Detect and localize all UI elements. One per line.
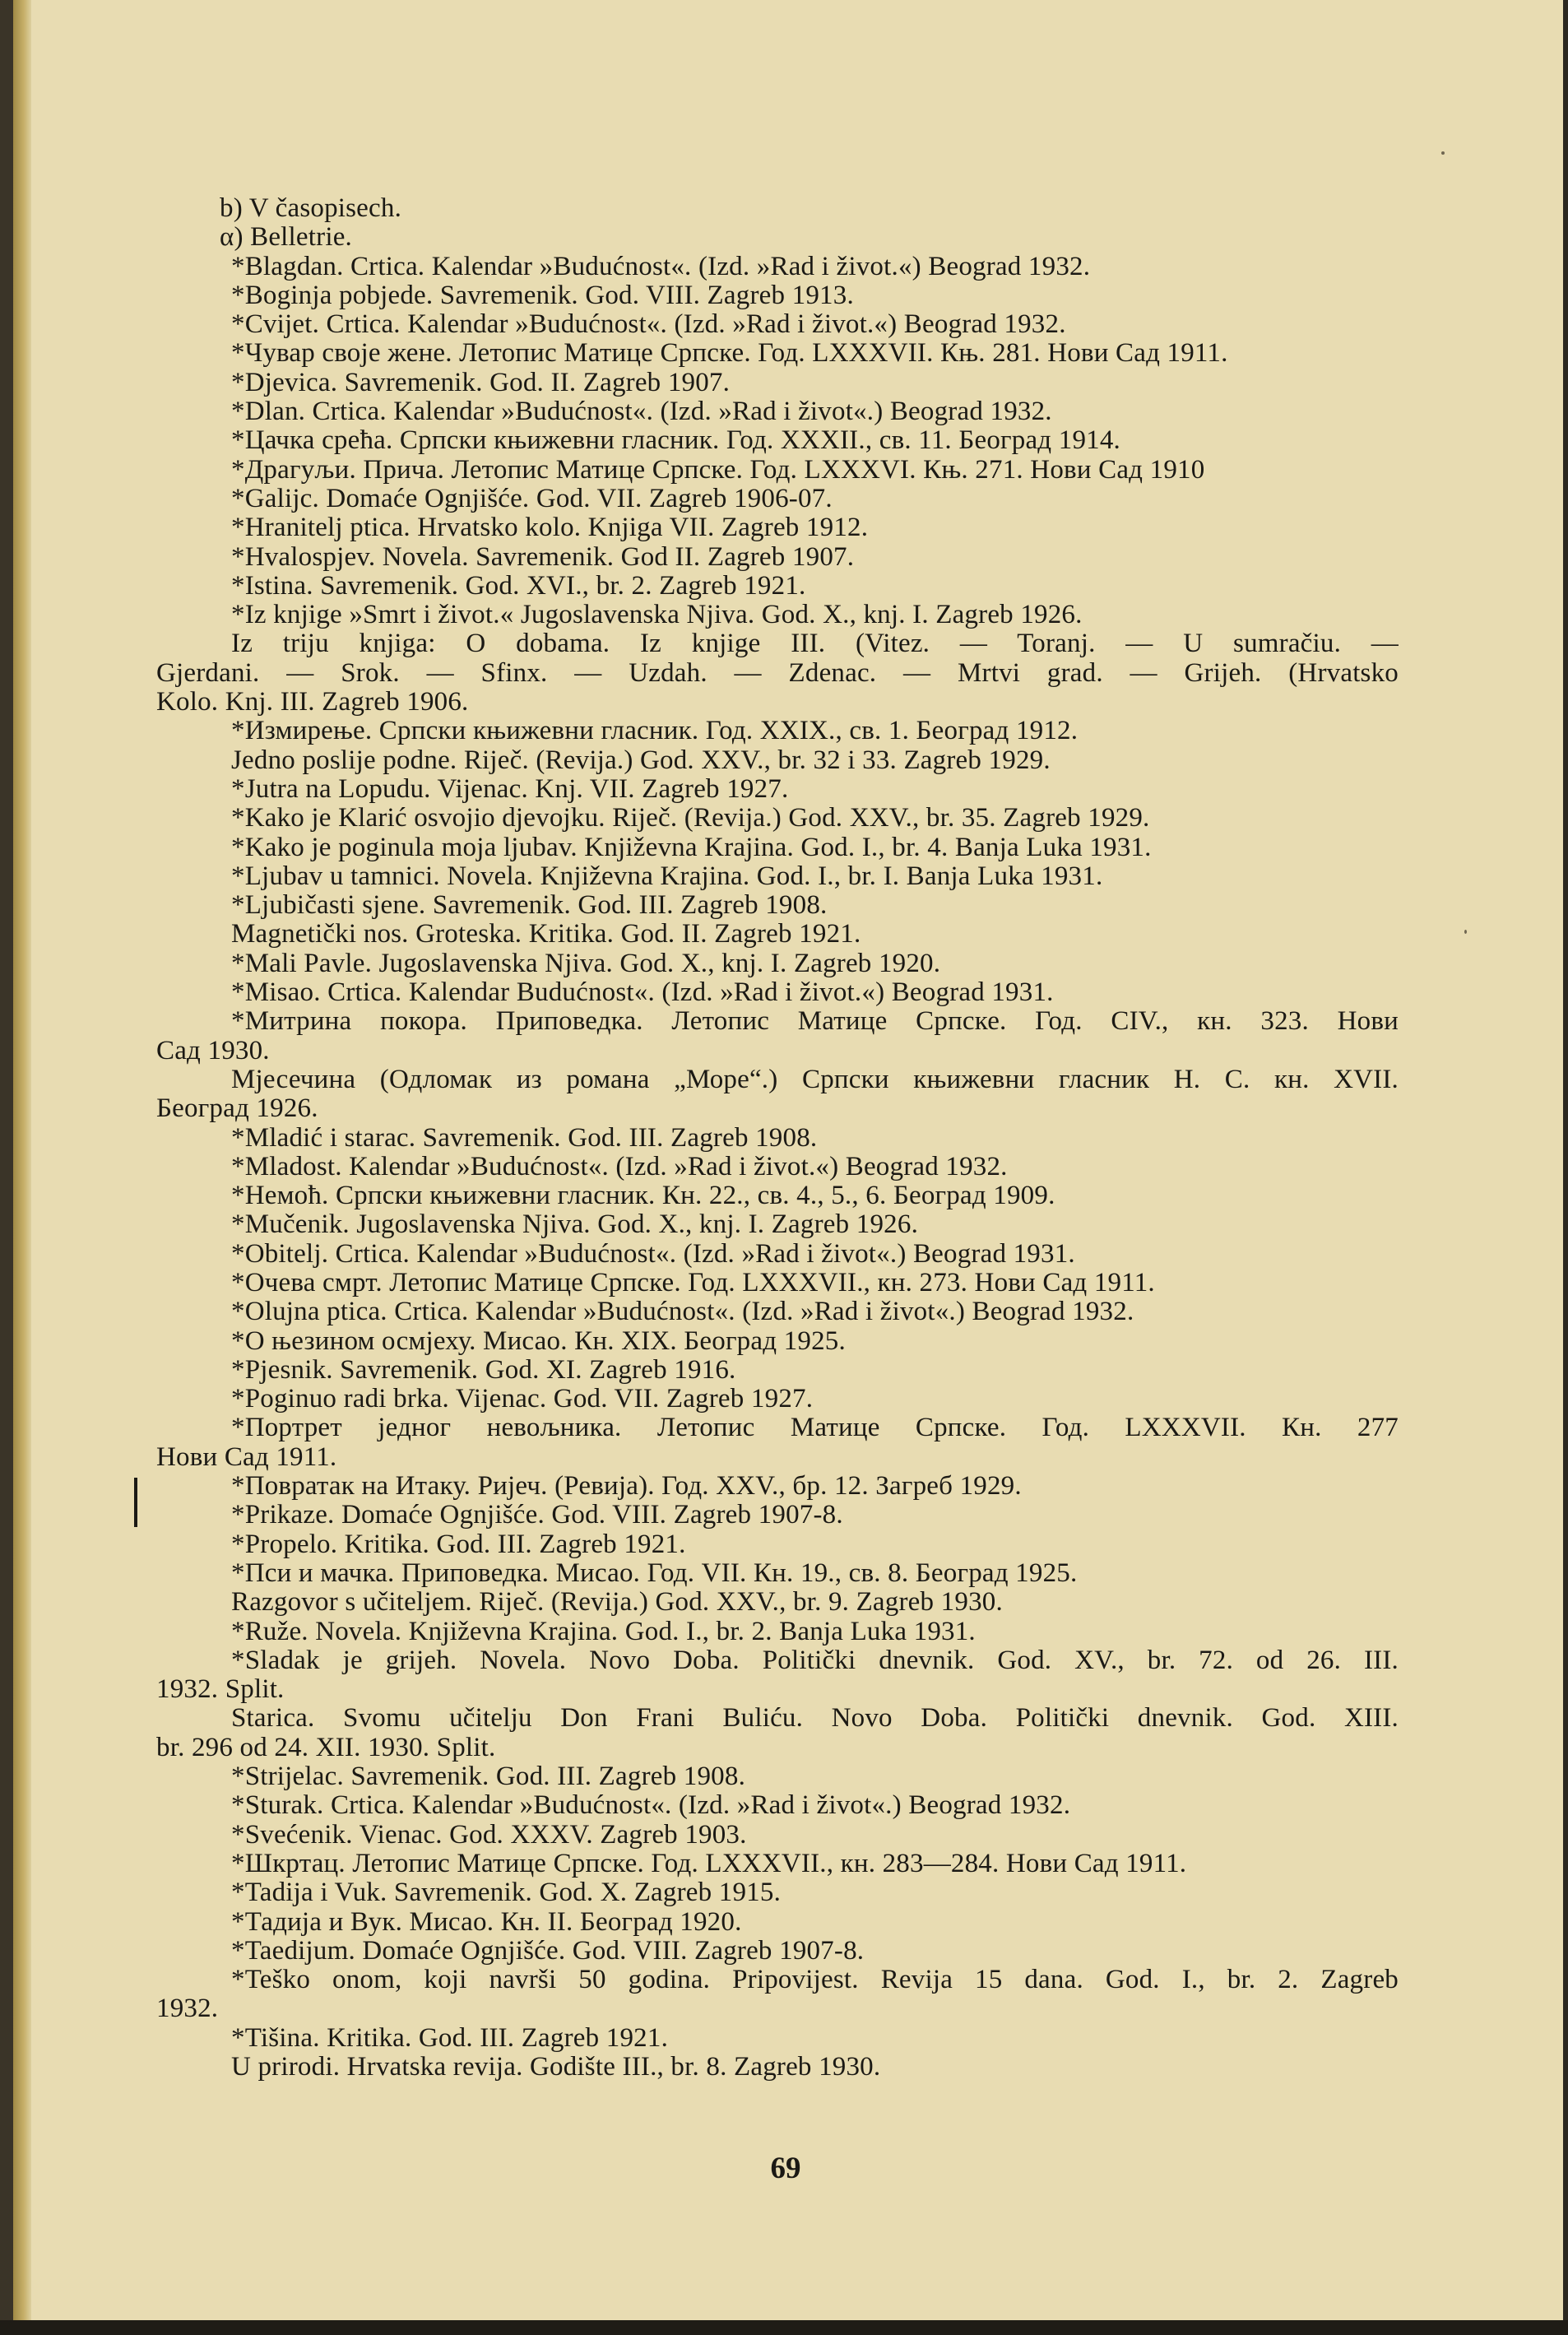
entry-line: Мјесечина (Одломак из романа „Море“.) Српски књижевни гласник Н. С. кн. XVII. [231, 1065, 1399, 1094]
entry-line: *Sturak. Crtica. Kalendar »Budućnost«. (Izd. »Rad i život«.) Beograd 1932. [231, 1791, 1071, 1821]
entry-line: *Boginja pobjede. Savremenik. God. VIII. Zagreb 1913. [231, 281, 854, 310]
entry-line: *Немоћ. Српски књижевни гласник. Кн. 22., св. 4., 5., 6. Београд 1909. [231, 1181, 1055, 1211]
entry-line: *Чувар своје жене. Летопис Матице Српске. Год. LXXXVII. Књ. 281. Нови Сад 1911. [231, 339, 1228, 369]
entry-line: Jedno poslije podne. Riječ. (Revija.) God. XXV., br. 32 i 33. Zagreb 1929. [231, 745, 1051, 775]
entry-line: *Teško onom, koji navrši 50 godina. Pripovijest. Revija 15 dana. God. I., br. 2. Zagreb [231, 1966, 1399, 1995]
entry-line: *Драгуљи. Прича. Летопис Матице Српске. Год. LXXXVI. Књ. 271. Нови Сад 1910 [231, 455, 1205, 485]
entry-line: *Mali Pavle. Jugoslavenska Njiva. God. X., knj. I. Zagreb 1920. [231, 949, 941, 978]
entry-line: *Ruže. Novela. Književna Krajina. God. I., br. 2. Banja Luka 1931. [231, 1617, 976, 1646]
entry-line: *Hvalospjev. Novela. Savremenik. God II. Zagreb 1907. [231, 542, 855, 572]
entry-line: *Tišina. Kritika. God. III. Zagreb 1921. [231, 2023, 669, 2053]
entry-line: *Taedijum. Domaće Ognjišće. God. VIII. Zagreb 1907-8. [231, 1936, 865, 1966]
entry-line: Magnetički nos. Groteska. Kritika. God. II. Zagreb 1921. [231, 920, 861, 949]
entry-line: *Портрет једног невољника. Летопис Матице Српске. Год. LXXXVII. Кн. 277 [231, 1414, 1399, 1443]
entry-line: *Cvijet. Crtica. Kalendar »Budućnost«. (Izd. »Rad i život.«) Beograd 1932. [231, 310, 1066, 340]
entry-continuation: Kolo. Knj. III. Zagreb 1906. [156, 688, 469, 717]
entry-continuation: br. 296 od 24. XII. 1930. Split. [156, 1733, 496, 1762]
entry-line: *Тадија и Вук. Мисао. Кн. II. Београд 1920. [231, 1907, 742, 1937]
entry-line: *Jutra na Lopudu. Vijenac. Knj. VII. Zagreb 1927. [231, 774, 789, 804]
subsection-heading: α) Belletrie. [220, 223, 352, 253]
entry-line: *Цачка срећа. Српски књижевни гласник. Год. XXXII., св. 11. Београд 1914. [231, 426, 1120, 456]
entry-continuation: Gjerdani. — Srok. — Sfinx. — Uzdah. — Zdenac. — Mrtvi grad. — Grijeh. (Hrvatsko [156, 658, 1399, 688]
entry-line: *Djevica. Savremenik. God. II. Zagreb 1907. [231, 368, 731, 397]
page-edge-right [1563, 0, 1568, 2335]
entry-line: *Mladost. Kalendar »Budućnost«. (Izd. »Rad i život.«) Beograd 1932. [231, 1152, 1008, 1181]
entry-line: *Strijelac. Savremenik. God. III. Zagreb 1908. [231, 1762, 746, 1792]
book-gutter [13, 0, 31, 2335]
entry-continuation: 1932. Split. [156, 1675, 285, 1705]
entry-line: *Dlan. Crtica. Kalendar »Budućnost«. (Izd. »Rad i život«.) Beograd 1932. [231, 397, 1052, 427]
entry-line: *Blagdan. Crtica. Kalendar »Budućnost«. (Izd. »Rad i život.«) Beograd 1932. [231, 252, 1091, 281]
entry-line: *Mladić i starac. Savremenik. God. III. Zagreb 1908. [231, 1123, 818, 1153]
entry-continuation: Београд 1926. [156, 1094, 318, 1124]
entry-line: *Kako je Klarić osvojio djevojku. Riječ. (Revija.) God. XXV., br. 35. Zagreb 1929. [231, 804, 1150, 833]
entry-line: Razgovor s učiteljem. Riječ. (Revija.) God. XXV., br. 9. Zagreb 1930. [231, 1588, 1003, 1618]
entry-line: *Obitelj. Crtica. Kalendar »Budućnost«. (Izd. »Rad i život«.) Beograd 1931. [231, 1239, 1075, 1269]
entry-continuation: 1932. [156, 1994, 219, 2024]
entry-line: *Hranitelj ptica. Hrvatsko kolo. Knjiga VII. Zagreb 1912. [231, 513, 869, 543]
entry-continuation: Нови Сад 1911. [156, 1442, 337, 1472]
entry-line: *Шкртац. Летопис Матице Српске. Год. LXXXVII., кн. 283—284. Нови Сад 1911. [231, 1849, 1187, 1878]
entry-line: *Очева смрт. Летопис Матице Српске. Год. LXXXVII., кн. 273. Нови Сад 1911. [231, 1268, 1155, 1297]
page-edge-bottom [0, 2320, 1568, 2335]
entry-line: Starica. Svomu učitelju Don Frani Buliću. Novo Doba. Politički dnevnik. God. XIII. [231, 1704, 1399, 1734]
entry-line: *Kako je poginula moja ljubav. Književna Krajina. God. I., br. 4. Banja Luka 1931. [231, 833, 1152, 862]
entry-line: *Ljubav u tamnici. Novela. Književna Krajina. God. I., br. I. Banja Luka 1931. [231, 861, 1103, 891]
entry-line: *Измирење. Српски књижевни гласник. Год. XXIX., св. 1. Београд 1912. [231, 717, 1079, 746]
entry-line: *Pjesnik. Savremenik. God. XI. Zagreb 1916. [231, 1355, 736, 1385]
entry-line: *Tadija i Vuk. Savremenik. God. X. Zagreb 1915. [231, 1878, 782, 1908]
entry-line: *Митрина покора. Приповедка. Летопис Матице Српске. Год. CIV., кн. 323. Нови [231, 1007, 1399, 1037]
paper-speck [1441, 151, 1445, 155]
entry-line: *Sladak je grijeh. Novela. Novo Doba. Politički dnevnik. God. XV., br. 72. od 26. III. [231, 1646, 1399, 1675]
entry-line: *О њезином осмјеху. Мисао. Кн. XIX. Београд 1925. [231, 1326, 846, 1356]
entry-line: U prirodi. Hrvatska revija. Godište III., br. 8. Zagreb 1930. [231, 2053, 881, 2082]
section-heading: b) V časopisech. [220, 194, 402, 223]
entry-line: *Poginuo radi brka. Vijenac. God. VII. Zagreb 1927. [231, 1385, 814, 1414]
entry-line: *Istina. Savremenik. God. XVI., br. 2. Zagreb 1921. [231, 571, 806, 601]
entry-line: *Ljubičasti sjene. Savremenik. God. III. Zagreb 1908. [231, 891, 828, 921]
entry-line: Iz triju knjiga: O dobama. Iz knjige III. (Vitez. — Toranj. — U sumračiu. — [231, 629, 1399, 659]
bibliography-text [156, 194, 1399, 2082]
paper-speck [1464, 930, 1467, 934]
entry-line: *Повратак на Итаку. Ријеч. (Ревија). Год. XXV., бр. 12. Загреб 1929. [231, 1472, 1022, 1502]
margin-pencil-mark [134, 1478, 137, 1527]
entry-line: *Пси и мачка. Приповедка. Мисао. Год. VII. Кн. 19., св. 8. Београд 1925. [231, 1558, 1078, 1588]
entry-line: *Misao. Crtica. Kalendar Budućnost«. (Izd. »Rad i život.«) Beograd 1931. [231, 978, 1054, 1008]
book-spine [0, 0, 13, 2335]
page-number: 69 [770, 2152, 801, 2185]
entry-line: *Propelo. Kritika. God. III. Zagreb 1921. [231, 1530, 686, 1559]
entry-line: *Olujna ptica. Crtica. Kalendar »Budućnost«. (Izd. »Rad i život«.) Beograd 1932. [231, 1297, 1134, 1327]
entry-line: *Iz knjige »Smrt i život.« Jugoslavenska Njiva. God. X., knj. I. Zagreb 1926. [231, 601, 1083, 630]
entry-line: *Svećenik. Vienac. God. XXXV. Zagreb 1903. [231, 1820, 747, 1850]
entry-continuation: Сад 1930. [156, 1036, 270, 1065]
entry-line: *Mučenik. Jugoslavenska Njiva. God. X., knj. I. Zagreb 1926. [231, 1210, 919, 1240]
entry-line: *Prikaze. Domaće Ognjišće. God. VIII. Zagreb 1907-8. [231, 1501, 843, 1530]
entry-line: *Galijc. Domaće Ognjišće. God. VII. Zagreb 1906-07. [231, 484, 833, 513]
